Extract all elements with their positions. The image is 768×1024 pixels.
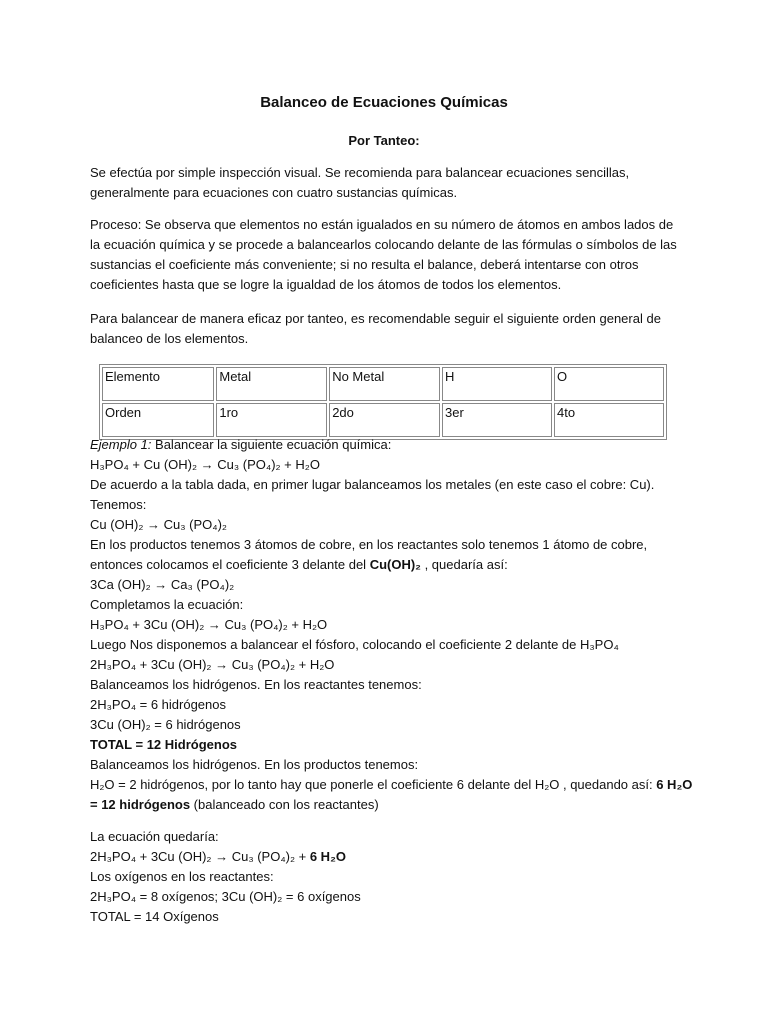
formula-bold: 6 H₂O bbox=[309, 849, 346, 864]
example-label: Ejemplo 1: bbox=[90, 437, 152, 452]
table-cell: Metal bbox=[216, 367, 327, 401]
equation-line: 3Ca (OH)₂ → Ca₃ (PO₄)₂ bbox=[90, 577, 235, 592]
document-title: Balanceo de Ecuaciones Químicas bbox=[260, 94, 508, 111]
text-line bbox=[90, 775, 693, 795]
equation-line bbox=[90, 847, 690, 867]
text-bold: = 12 hidrógenos bbox=[90, 797, 191, 812]
text-line: 2H₃PO₄ = 6 hidrógenos bbox=[90, 697, 226, 712]
text-segment: (balanceado con los reactantes) bbox=[190, 797, 379, 812]
formula-bold: 6 H₂O bbox=[656, 777, 693, 792]
text-line: 2H₃PO₄ = 8 oxígenos; 3Cu (OH)₂ = 6 oxígenos bbox=[90, 889, 361, 904]
text-line: Balanceamos los hidrógenos. En los reactantes tenemos: bbox=[90, 677, 422, 692]
table-cell: 2do bbox=[329, 403, 440, 437]
text-line: Tenemos: bbox=[90, 497, 147, 512]
table-cell: 4to bbox=[554, 403, 664, 437]
table-cell: O bbox=[554, 367, 664, 401]
equation-line: H₃PO₄ + Cu (OH)₂ → Cu₃ (PO₄)₂ + H₂O bbox=[90, 457, 320, 472]
text-segment: 2H₃PO₄ + 3Cu (OH)₂ → Cu₃ (PO₄)₂ + bbox=[90, 849, 310, 864]
table-header-row bbox=[102, 367, 664, 401]
text-line: TOTAL = 14 Oxígenos bbox=[90, 909, 219, 924]
table-cell: Elemento bbox=[102, 367, 214, 401]
text-line: Balanceamos los hidrógenos. En los productos tenemos: bbox=[90, 757, 419, 772]
text-segment: H₂O = 2 hidrógenos, por lo tanto hay que ponerle el coeficiente 6 delante del H₂O , quedando así: bbox=[90, 777, 657, 792]
example-heading bbox=[90, 435, 690, 455]
paragraph-order-intro: Para balancear de manera eficaz por tanteo, es recomendable seguir el siguiente orden general de balanceo de los elementos. bbox=[90, 311, 661, 346]
text-line bbox=[90, 555, 690, 575]
equation-line: Cu (OH)₂ → Cu₃ (PO₄)₂ bbox=[90, 517, 227, 532]
balancing-order-table bbox=[99, 364, 667, 440]
text-segment: , quedaría así: bbox=[420, 557, 508, 572]
table-row bbox=[102, 403, 664, 437]
text-line: Luego Nos disponemos a balancear el fósforo, colocando el coeficiente 2 delante de H₃PO₄ bbox=[90, 637, 619, 652]
equation-line: H₃PO₄ + 3Cu (OH)₂ → Cu₃ (PO₄)₂ + H₂O bbox=[90, 617, 328, 632]
table-cell: 1ro bbox=[216, 403, 327, 437]
section-subtitle: Por Tanteo: bbox=[348, 133, 420, 148]
text-segment: entonces colocamos el coeficiente 3 delante del bbox=[90, 557, 370, 572]
example-section bbox=[90, 435, 693, 927]
table-cell: Orden bbox=[102, 403, 214, 437]
table-cell: H bbox=[442, 367, 552, 401]
formula-bold: Cu(OH)₂ bbox=[369, 557, 421, 572]
table-cell: No Metal bbox=[329, 367, 440, 401]
paragraph-process: Proceso: Se observa que elementos no están igualados en su número de átomos en ambos lados de la ecuación química y se procede a balancearlos colocando delante de las fórmulas o símbolos de las sustancias el coeficiente más conveniente; si no resulta el balance, deberá intentarse con otros coeficientes hasta que se logre la igualdad de los átomos de todos los elementos. bbox=[90, 217, 677, 292]
spacer bbox=[90, 815, 690, 827]
text-line: De acuerdo a la tabla dada, en primer lugar balanceamos los metales (en este caso el cobre: Cu). bbox=[90, 477, 655, 492]
text-line: 3Cu (OH)₂ = 6 hidrógenos bbox=[90, 717, 241, 732]
example-intro: Balancear la siguiente ecuación química: bbox=[151, 437, 392, 452]
text-line: Los oxígenos en los reactantes: bbox=[90, 869, 274, 884]
equation-line: 2H₃PO₄ + 3Cu (OH)₂ → Cu₃ (PO₄)₂ + H₂O bbox=[90, 657, 335, 672]
text-line: Completamos la ecuación: bbox=[90, 597, 244, 612]
paragraph-definition: Se efectúa por simple inspección visual. Se recomienda para balancear ecuaciones sencillas, generalmente para ecuaciones con cuatro sustancias químicas. bbox=[90, 165, 630, 200]
total-hydrogen-reactants: TOTAL = 12 Hidrógenos bbox=[90, 737, 237, 752]
text-line: La ecuación quedaría: bbox=[90, 829, 219, 844]
text-line bbox=[90, 795, 690, 815]
table-cell: 3er bbox=[442, 403, 552, 437]
text-line: En los productos tenemos 3 átomos de cobre, en los reactantes solo tenemos 1 átomo de cobre, bbox=[90, 537, 648, 552]
